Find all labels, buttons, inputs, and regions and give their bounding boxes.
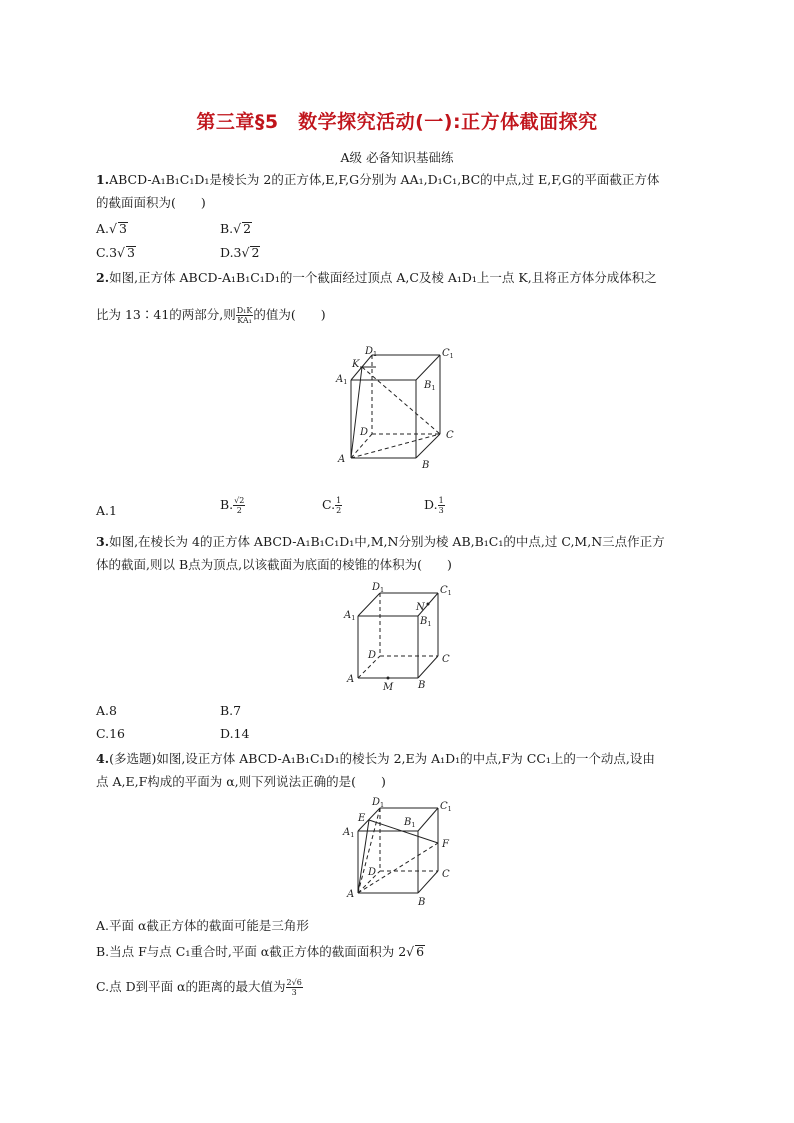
q1-number: 1. bbox=[96, 172, 110, 187]
q3-option-a: A.8 bbox=[96, 703, 117, 718]
q3-number: 3. bbox=[96, 534, 110, 549]
q1-option-d: D.3√ 2 bbox=[220, 245, 260, 260]
q1-text1: ABCD-A₁B₁C₁D₁是棱长为 2的正方体,E,F,G分别为 AA₁,D₁C₁,BC的中点,过 E,F,G的平面截正方体 bbox=[109, 172, 660, 187]
q3-option-d: D.14 bbox=[220, 726, 250, 741]
svg-text:C: C bbox=[442, 869, 450, 880]
point-n bbox=[427, 603, 430, 606]
q3-line2: 体的截面,则以 B点为顶点,以该截面为底面的棱锥的体积为( ) bbox=[96, 557, 452, 572]
svg-text:A: A bbox=[347, 674, 355, 685]
q1-option-c: C.3√ 3 bbox=[96, 245, 135, 260]
svg-text:D1: $D_1$ bbox=[372, 582, 385, 594]
svg-text:B: B bbox=[418, 680, 426, 691]
q2-fraction: $\frac{\text{D₁K}}{\text{KA₁}}$ bbox=[236, 306, 253, 325]
q1-line2: 的截面面积为( ) bbox=[96, 195, 206, 210]
q2-line2: 比为 13∶41的两部分,则 $\frac{\text{D₁K}}{\text{KA₁}}$ 的值为( ) bbox=[96, 306, 326, 325]
svg-text:D1: $D_1$ bbox=[372, 797, 385, 809]
q4-number: 4. bbox=[96, 751, 110, 766]
q3-option-c: C.16 bbox=[96, 726, 125, 741]
section-label: A级 必备知识基础练 bbox=[340, 150, 454, 165]
q4-cube-figure bbox=[338, 795, 468, 910]
svg-text:A1: $A_1$ bbox=[336, 374, 348, 386]
svg-text:A: A bbox=[347, 889, 355, 900]
svg-text:B1: $B_1$ bbox=[404, 817, 416, 829]
q1-option-a: A.√ 3 bbox=[96, 221, 127, 236]
svg-text:A: A bbox=[338, 454, 346, 465]
svg-text:F: F bbox=[442, 839, 449, 850]
page-title: 第三章§5 数学探究活动(一):正方体截面探究 bbox=[196, 111, 598, 133]
q1-option-b: B.√ 2 bbox=[220, 221, 252, 236]
q2-option-d: D. $\frac{1}{3}$ bbox=[424, 496, 444, 515]
q2-line1: 2.如图,正方体 ABCD-A₁B₁C₁D₁的一个截面经过顶点 A,C及棱 A₁D₁上一点 K,且将正方体分成体积之 bbox=[96, 270, 657, 285]
svg-text:C1: $C_1$ bbox=[440, 801, 452, 813]
svg-text:A1: $A_1$ bbox=[344, 610, 356, 622]
q3-line1: 3.如图,在棱长为 4的正方体 ABCD-A₁B₁C₁D₁中,M,N分别为棱 AB,B₁C₁的中点,过 C,M,N三点作正方 bbox=[96, 534, 665, 549]
q4-option-c: C.点 D到平面 α的距离的最大值为 $\frac{2√6}{3}$ bbox=[96, 978, 302, 997]
q4-line2: 点 A,E,F构成的平面为 α,则下列说法正确的是( ) bbox=[96, 774, 386, 789]
q3-option-b: B.7 bbox=[220, 703, 242, 718]
svg-text:N: N bbox=[416, 602, 425, 613]
q2-option-a: A.1 bbox=[96, 503, 117, 518]
q4-line1: 4.(多选题)如图,设正方体 ABCD-A₁B₁C₁D₁的棱长为 2,E为 A₁D₁的中点,F为 CC₁上的一个动点,设由 bbox=[96, 751, 655, 766]
q2-option-c: C. $\frac{1}{2}$ bbox=[322, 496, 342, 515]
label-d1: $D_1$ bbox=[365, 346, 378, 358]
q3-cube-figure bbox=[340, 578, 470, 693]
svg-text:M: M bbox=[383, 682, 394, 693]
svg-text:C1: $C_1$ bbox=[442, 348, 454, 360]
svg-text:D: D bbox=[368, 867, 377, 878]
q2-option-b: B. $\frac{√2}{2}$ bbox=[220, 496, 245, 515]
svg-text:C: C bbox=[446, 430, 454, 441]
svg-text:B: B bbox=[418, 897, 426, 908]
svg-text:A1: $A_1$ bbox=[343, 827, 355, 839]
point-m bbox=[387, 677, 390, 680]
q4-option-a: A.平面 α截正方体的截面可能是三角形 bbox=[96, 918, 309, 933]
svg-text:K: K bbox=[352, 359, 360, 370]
svg-text:E: E bbox=[358, 813, 366, 824]
svg-text:C: C bbox=[442, 654, 450, 665]
svg-text:C1: $C_1$ bbox=[440, 585, 452, 597]
q4-option-b: B.当点 F与点 C₁重合时,平面 α截正方体的截面面积为 2√ 6 bbox=[96, 944, 425, 959]
svg-text:B: B bbox=[422, 460, 430, 471]
svg-text:D: D bbox=[368, 650, 377, 661]
svg-text:B1: $B_1$ bbox=[424, 380, 436, 392]
svg-text:B1: $B_1$ bbox=[420, 616, 432, 628]
q2-number: 2. bbox=[96, 270, 110, 285]
svg-text:D: D bbox=[360, 427, 369, 438]
q2-cube-figure bbox=[330, 340, 470, 475]
q1-line1 bbox=[96, 172, 659, 188]
